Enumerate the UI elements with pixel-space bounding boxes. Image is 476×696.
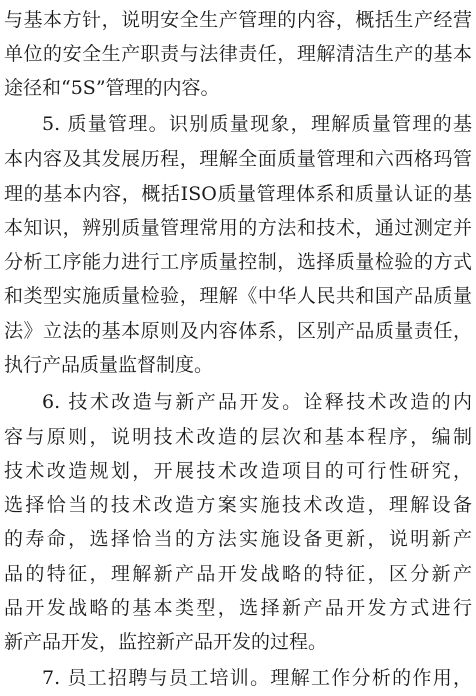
text-line: 选择恰当的技术改造方案实施技术改造，理解设备 xyxy=(4,494,472,516)
text-line: 本知识，辨别质量管理常用的方法和技术，通过测定并 xyxy=(4,217,472,239)
text-line: 理的基本内容，概括ISO质量管理体系和质量认证的基 xyxy=(4,183,472,205)
section-6-heading-line: 6. 技术改造与新产品开发。诠释技术改造的内 xyxy=(42,391,472,413)
text-line: 容与原则，说明技术改造的层次和基本程序，编制 xyxy=(4,426,472,448)
text-line: 途径和“5S”管理的内容。 xyxy=(4,77,220,99)
text-line: 法》立法的基本原则及内容体系，区别产品质量责任， xyxy=(4,320,472,342)
text-line: 品的特征，理解新产品开发战略的特征，区分新产 xyxy=(4,563,472,585)
text-line: 和类型实施质量检验，理解《中华人民共和国产品质量 xyxy=(4,285,472,307)
section-5-heading-line: 5. 质量管理。识别质量现象，理解质量管理的基 xyxy=(42,113,472,135)
text-line: 新产品开发，监控新产品开发的过程。 xyxy=(4,631,328,653)
text-line: 与基本方针，说明安全生产管理的内容，概括生产经营 xyxy=(4,9,472,31)
text-line: 分析工序能力进行工序质量控制，选择质量检验的方式 xyxy=(4,251,472,273)
text-line: 执行产品质量监督制度。 xyxy=(4,354,214,376)
text-line: 单位的安全生产职责与法律责任，理解清洁生产的基本 xyxy=(4,43,472,65)
section-7-heading-line: 7. 员工招聘与员工培训。理解工作分析的作用， xyxy=(42,667,472,689)
text-line: 本内容及其发展历程，理解全面质量管理和六西格玛管 xyxy=(4,148,472,170)
text-line: 技术改造规划，开展技术改造项目的可行性研究， xyxy=(4,460,472,482)
text-line: 品开发战略的基本类型，选择新产品开发方式进行 xyxy=(4,597,472,619)
text-line: 的寿命，选择恰当的方法实施设备更新，说明新产 xyxy=(4,528,472,550)
